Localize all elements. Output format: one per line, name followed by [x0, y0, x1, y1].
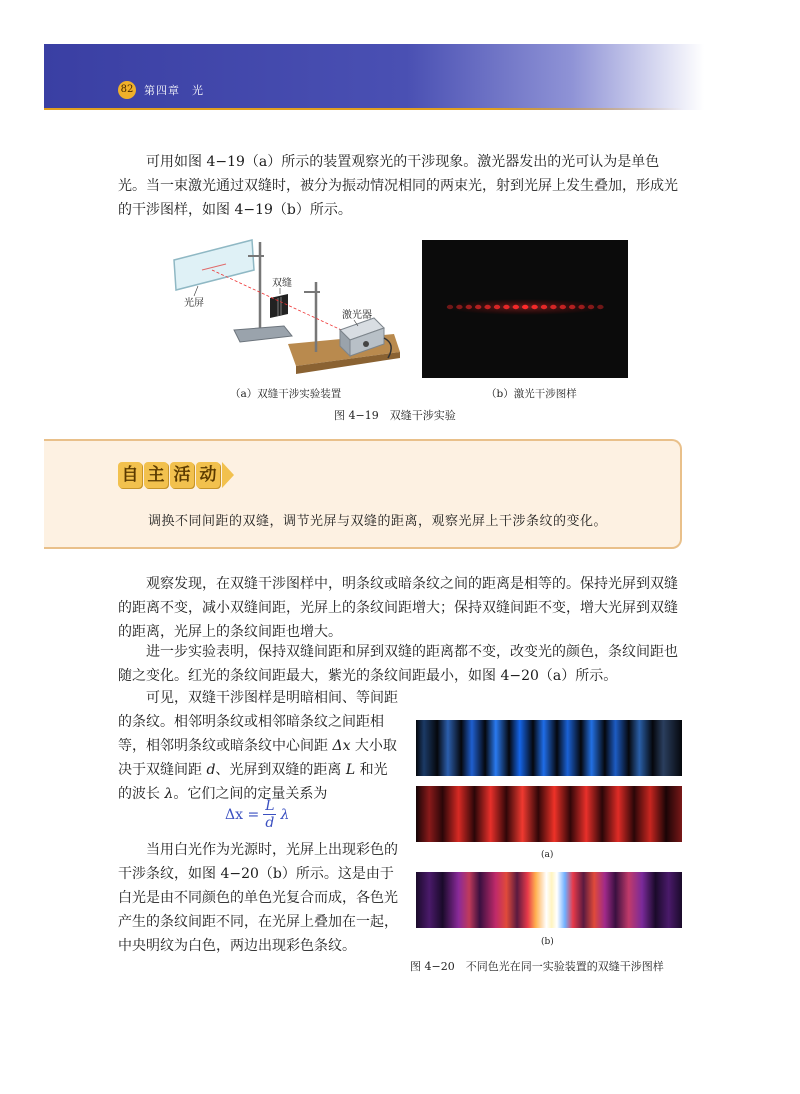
- activity-badge: [118, 462, 234, 488]
- symbol-L: L: [345, 762, 356, 778]
- label-fig420-a: (a): [541, 850, 554, 860]
- badge-char: 动: [196, 462, 220, 488]
- badge-char: 活: [170, 462, 194, 488]
- fringe-spot: [513, 305, 519, 309]
- fringes-white-light: [416, 872, 682, 928]
- label-screen: 光屏: [184, 298, 204, 309]
- badge-char: 自: [118, 462, 142, 488]
- caption-fig419-a: （a）双缝干涉实验装置: [230, 388, 342, 400]
- figure-laser-fringes: [422, 240, 628, 378]
- caption-fig419: 图 4−19 双缝干涉实验: [334, 409, 456, 422]
- label-laser: 激光器: [342, 310, 372, 321]
- activity-text: 调换不同间距的双缝，调节光屏与双缝的距离，观察光屏上干涉条纹的变化。: [148, 514, 608, 529]
- badge-char: 主: [144, 462, 168, 488]
- page-header-band: [44, 44, 704, 110]
- fringe-spot: [578, 305, 584, 309]
- paragraph-observation: 观察发现，在双缝干涉图样中，明条纹或暗条纹之间的距离是相等的。保持光屏到双缝的距离不变，减小双缝间距，光屏上的条纹间距增大；保持双缝间距不变，增大光屏到双缝的距离，光屏上的条纹间距也增大。: [118, 576, 678, 640]
- paragraph-intro: 可用如图 4−19（a）所示的装置观察光的干涉现象。激光器发出的光可认为是单色光。当一束激光通过双缝时，被分为振动情况相同的两束光，射到光屏上发生叠加，形成光的干涉图样，如图 4−19（b）所示。: [118, 154, 678, 218]
- activity-box: [44, 439, 682, 549]
- caption-fig419-b: （b）激光干涉图样: [486, 388, 577, 400]
- fringe-spacing-formula: [225, 798, 289, 831]
- formula-rhs: λ: [280, 806, 290, 823]
- fringe-spot: [522, 305, 528, 309]
- label-fig420-b: (b): [541, 937, 554, 947]
- fringe-spot: [503, 305, 509, 309]
- fringe-spot: [560, 305, 566, 309]
- fringes-red-light: [416, 786, 682, 842]
- formula-fraction: [263, 798, 276, 831]
- page-number: 82: [118, 81, 136, 99]
- figure-double-slit-apparatus: [168, 234, 400, 384]
- fringe-spot: [447, 305, 453, 309]
- paragraph-white-light: 当用白光作为光源时，光屏上出现彩色的干涉条纹，如图 4−20（b）所示。这是由于白光是由不同颜色的单色光复合而成，各色光产生的条纹间距不同，在光屏上叠加在一起，中央明纹为白色，两边出现彩色条纹。: [118, 842, 398, 954]
- caption-fig420: 图 4−20 不同色光在同一实验装置的双缝干涉图样: [410, 960, 664, 973]
- fringe-spot: [494, 305, 500, 309]
- symbol-delta-x: Δx: [332, 738, 351, 754]
- double-slit: [270, 294, 288, 318]
- fringe-spot: [456, 305, 462, 309]
- fringe-spot: [484, 305, 490, 309]
- symbol-d: d: [206, 762, 216, 778]
- label-double-slit: 双缝: [272, 278, 292, 289]
- fringe-spot: [531, 305, 537, 309]
- chapter-title: 第四章 光: [144, 84, 204, 97]
- formula-numerator: L: [265, 798, 275, 814]
- paragraph-conclusion: 可见，双缝干涉图样是明暗相间、等间距的条纹。相邻明条纹或相邻暗条纹之间距相等，相邻明条纹或暗条纹中心间距 Δx 大小取决于双缝间距 d、光屏到双缝的距离 L 和光的波长 λ。它们之间的定量关系为: [118, 690, 398, 802]
- fringe-spot: [475, 305, 481, 309]
- fringes-blue-light: [416, 720, 682, 776]
- fringe-spot: [597, 305, 603, 309]
- symbol-lambda: λ: [164, 786, 174, 802]
- formula-lhs: Δx =: [225, 806, 260, 823]
- fringe-spot: [550, 305, 556, 309]
- fringe-spot: [588, 305, 594, 309]
- fringe-spot: [466, 305, 472, 309]
- badge-arrow: [222, 462, 234, 488]
- paragraph-color: 进一步实验表明，保持双缝间距和屏到双缝的距离都不变，改变光的颜色，条纹间距也随之变化。红光的条纹间距最大，紫光的条纹间距最小，如图 4−20（a）所示。: [118, 644, 678, 684]
- fringe-spot: [569, 305, 575, 309]
- formula-denominator: d: [265, 815, 275, 831]
- header-underline: [44, 108, 684, 110]
- fringe-spot: [541, 305, 547, 309]
